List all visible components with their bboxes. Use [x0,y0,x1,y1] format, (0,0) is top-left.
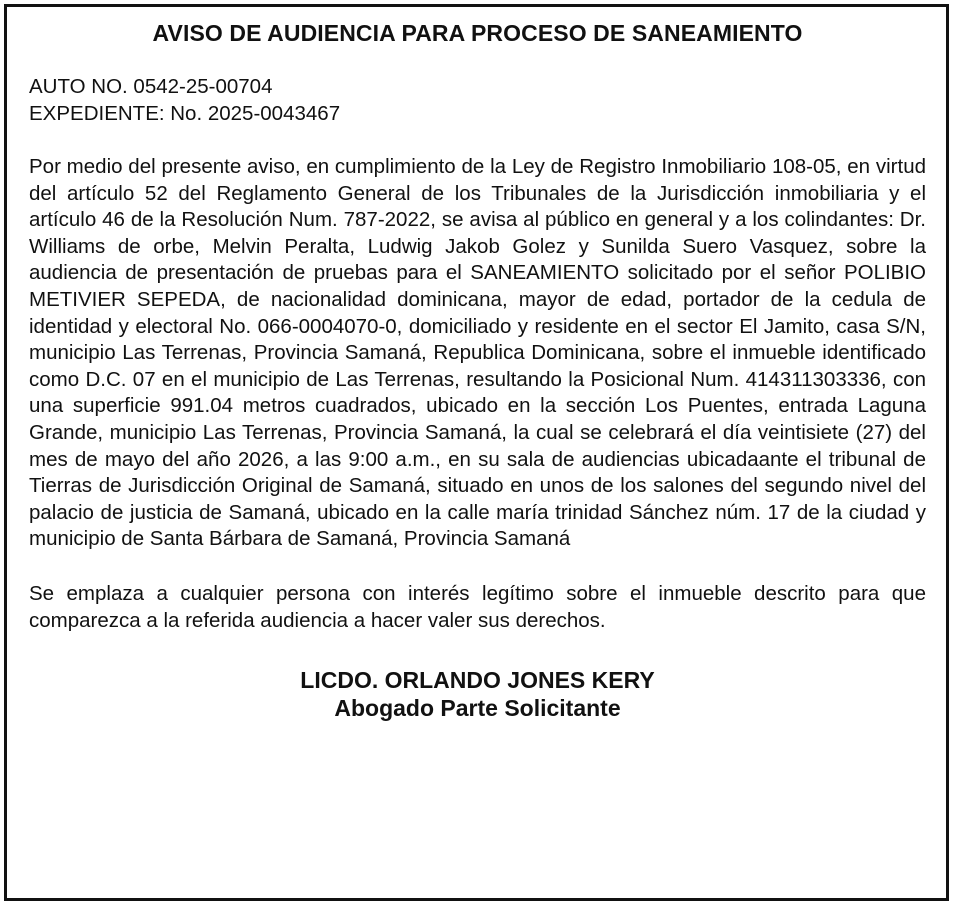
auto-number: AUTO NO. 0542-25-00704 [29,75,273,98]
notice-box [4,4,949,901]
signature-block [29,666,926,722]
notice-title: AVISO DE AUDIENCIA PARA PROCESO DE SANEAMIENTO [152,20,803,46]
signer-role: Abogado Parte Solicitante [334,694,621,721]
expediente-number: EXPEDIENTE: No. 2025-0043467 [29,102,341,125]
signer-name: LICDO. ORLANDO JONES KERY [300,666,655,693]
case-references [29,73,926,127]
notice-body: Por medio del presente aviso, en cumplimiento de la Ley de Registro Inmobiliario 108-05, en virtud del artículo 52 del Reglamento General de los Tribunales de la Jurisdicción inmobiliaria y el artículo 46 de la Resolución Num. 787-2022, se avisa al público en general y a los colindantes: Dr. Williams de orbe, Melvin Peralta, Ludwig Jakob Golez y Sunilda Suero Vasquez, sobre la audiencia de presentación de pruebas para el SANEAMIENTO solicitado por el señor POLIBIO METIVIER SEPEDA, de nacionalidad dominicana, mayor de edad, portador de la cedula de identidad y electoral No. 066-0004070-0, domiciliado y residente en el sector El Jamito, casa S/N, municipio Las Terrenas, Provincia Samaná, Republica Dominicana, sobre el inmueble identificado como D.C. 07 en el municipio de Las Terrenas, resultando la Posicional Num. 414311303336, con una superficie 991.04 metros cuadrados, ubicado en la sección Los Puentes, entrada Laguna Grande, municipio Las Terrenas, Provincia Samaná, la cual se celebrará el día veintisiete (27) del mes de mayo del año 2026, a las 9:00 a.m., en su sala de audiencias ubicadaante el tribunal de Tierras de Jurisdicción Original de Samaná, situado en unos de los salones del segundo nivel del palacio de justicia de Samaná, ubicado en la calle maría trinidad Sánchez núm. 17 de la ciudad y municipio de Santa Bárbara de Samaná, Provincia Samaná [29,155,926,551]
notice-closing: Se emplaza a cualquier persona con interés legítimo sobre el inmueble descrito para que comparezca a la referida audiencia a hacer valer sus derechos. [29,581,926,632]
